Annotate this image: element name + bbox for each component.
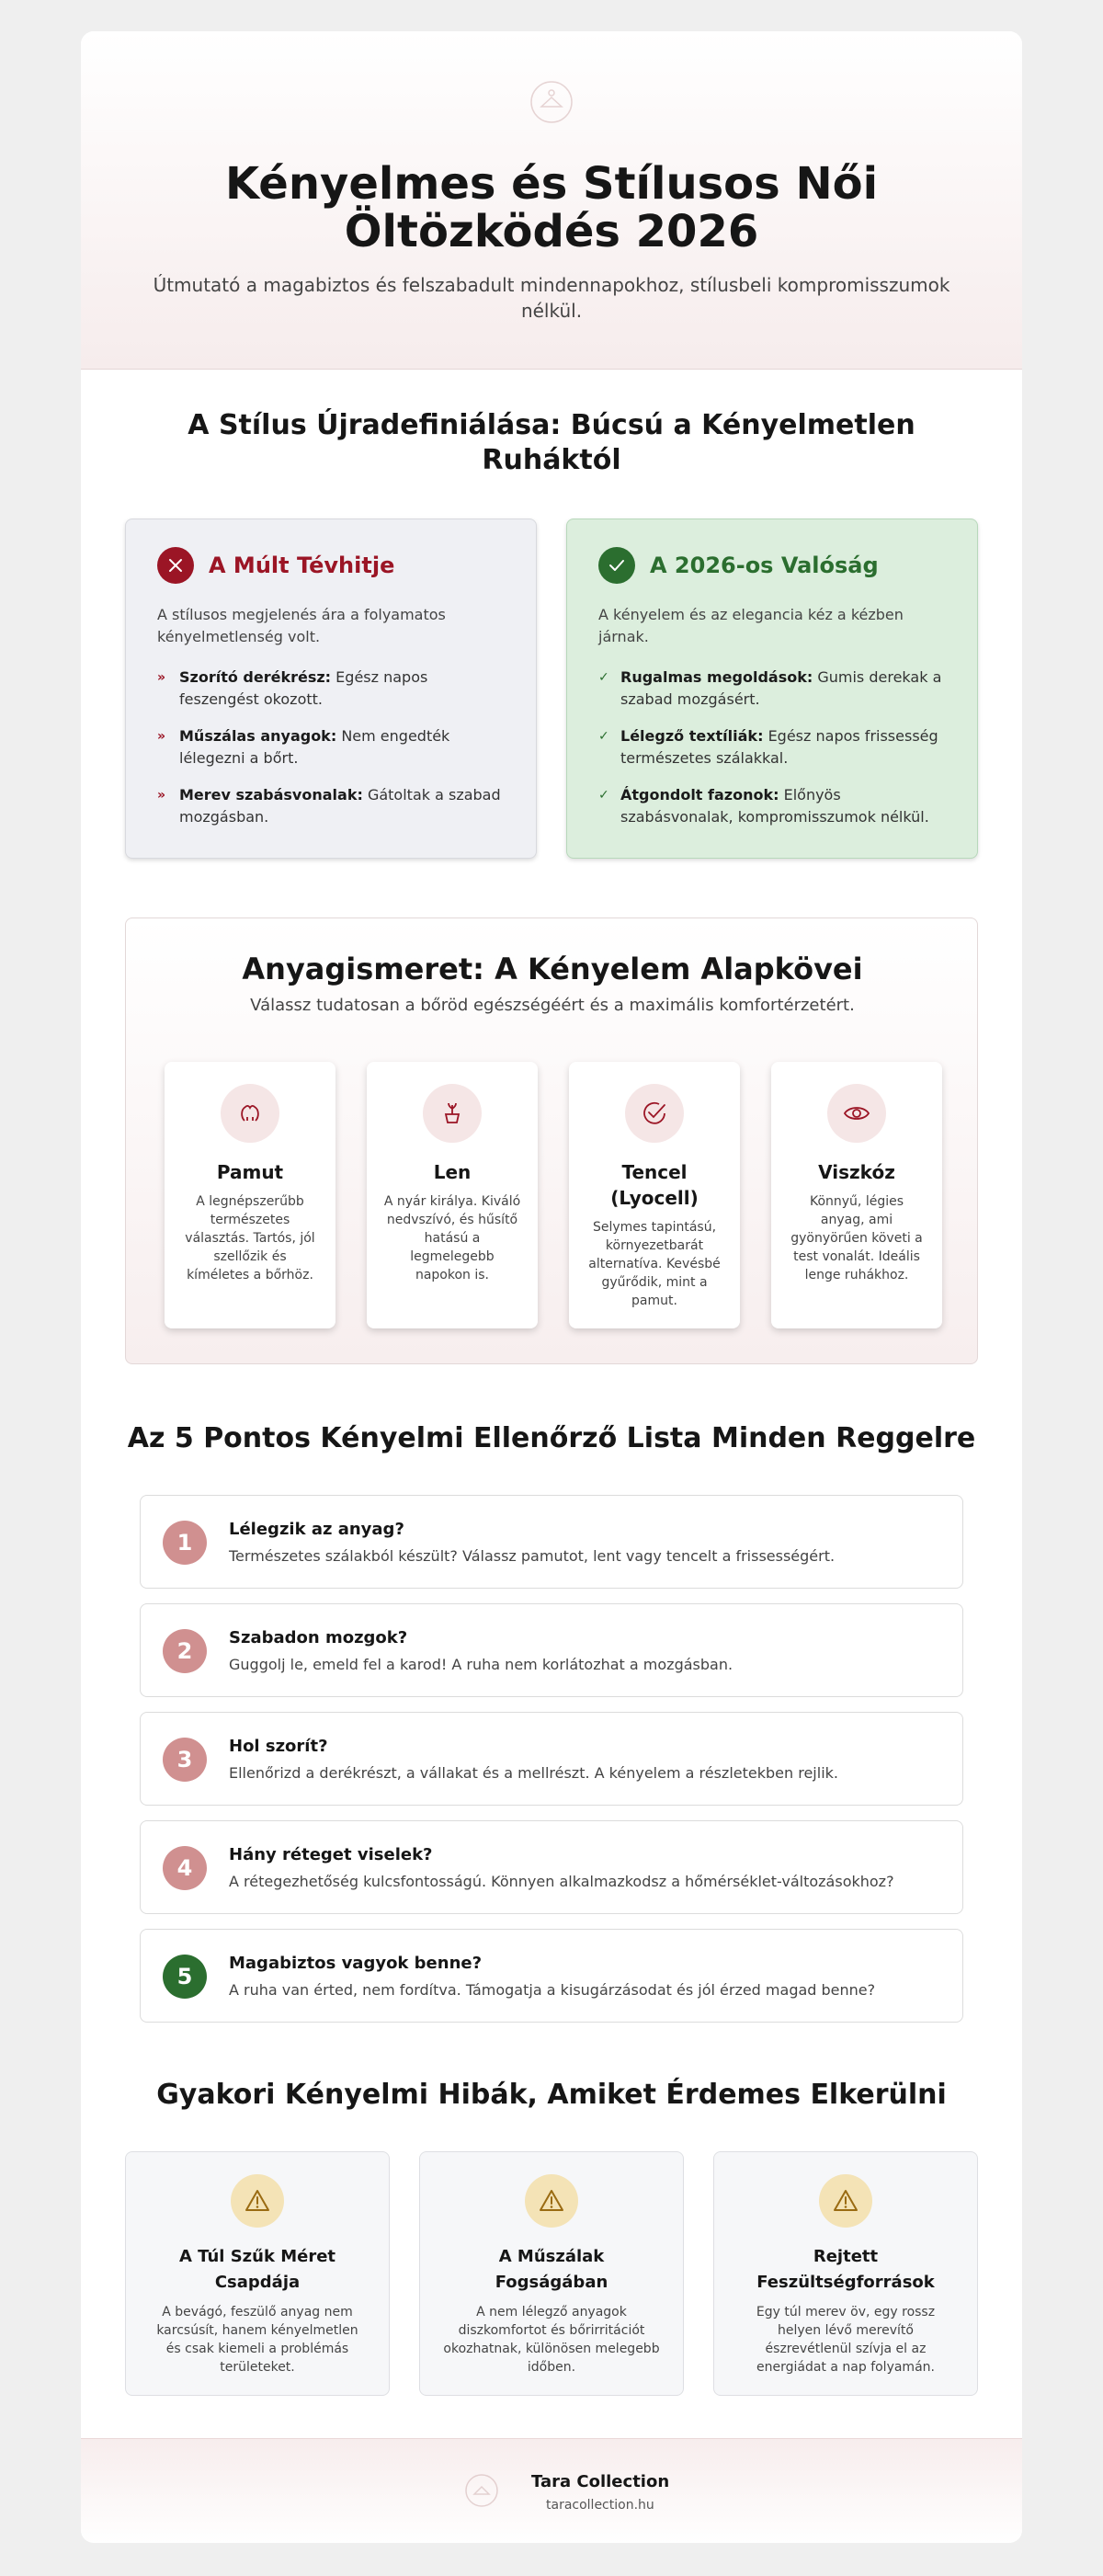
list-item: ✓ Lélegző textíliák: Egész napos frissesség természetes szálakkal. xyxy=(598,725,946,769)
step-desc: A rétegezhetőség kulcsfontosságú. Könnyen alkalmazkodsz a hőmérséklet-változásokhoz? xyxy=(229,1873,894,1890)
step-desc: A ruha van érted, nem fordítva. Támogatja a kisugárzásodat és jól érzed magad benne? xyxy=(229,1981,876,1999)
cotton-icon xyxy=(221,1084,279,1143)
footer-url-link[interactable]: taracollection.hu xyxy=(546,2498,654,2513)
past-myth-card xyxy=(125,519,537,859)
past-list xyxy=(157,667,505,828)
material-card-linen xyxy=(367,1062,538,1328)
step-title: Szabadon mozgok? xyxy=(229,1628,408,1647)
mistake-title: A Műszálak Fogságában xyxy=(495,2247,608,2292)
material-desc: Selymes tapintású, környezetbarát alternatíva. Kevésbé gyűrődik, mint a pamut. xyxy=(588,1220,721,1308)
material-desc: A nyár királya. Kiváló nedvszívó, és hűsítő hatású a legmelegebb napokon is. xyxy=(383,1194,521,1282)
material-name: Pamut xyxy=(216,1161,284,1183)
checklist-item xyxy=(140,1712,963,1806)
article-page xyxy=(81,31,1022,2543)
chevron-double-right-icon: » xyxy=(157,729,166,744)
step-title: Hol szorít? xyxy=(229,1737,328,1756)
checklist-item xyxy=(140,1495,963,1589)
list-item: ✓ Rugalmas megoldások: Gumis derekak a szabad mozgásért. xyxy=(598,667,946,711)
material-card-viscose xyxy=(771,1062,942,1328)
material-desc: A legnépszerűbb természetes választás. Tartós, jól szellőzik és kíméletes a bőrhöz. xyxy=(185,1194,315,1282)
redefine-title: A Stílus Újradefiniálása: Búcsú a Kényelmetlen Ruháktól xyxy=(188,409,915,476)
list-item: » Műszálas anyagok: Nem engedték lélegezni a bőrt. xyxy=(157,725,505,769)
material-card-tencel xyxy=(569,1062,740,1328)
step-number: 4 xyxy=(163,1846,207,1890)
brand-logo-icon xyxy=(463,2472,500,2509)
step-desc: Természetes szálakból készült? Válassz pamutot, lent vagy tencelt a frissességért. xyxy=(229,1547,836,1565)
materials-subtitle: Válassz tudatosan a bőröd egészségéért és a maximális komfortérzetért. xyxy=(250,996,855,1015)
eye-icon xyxy=(827,1084,886,1143)
step-title: Magabiztos vagyok benne? xyxy=(229,1954,483,1973)
chevron-double-right-icon: » xyxy=(157,670,166,685)
page-title: Kényelmes és Stílusos Női Öltözködés 2026 xyxy=(224,158,879,257)
chevron-double-right-icon: » xyxy=(157,788,166,803)
material-name: Viszkóz xyxy=(818,1161,895,1183)
now-title: A 2026-os Valóság xyxy=(650,553,879,578)
checklist-item xyxy=(140,1603,963,1697)
check-icon xyxy=(598,547,635,584)
hero-header xyxy=(81,31,1022,370)
step-number: 3 xyxy=(163,1738,207,1782)
step-number: 1 xyxy=(163,1521,207,1565)
checklist-item xyxy=(140,1929,963,2023)
material-name: Len xyxy=(433,1161,472,1183)
now-list xyxy=(598,667,946,828)
list-item: » Merev szabásvonalak: Gátoltak a szabad mozgásban. xyxy=(157,784,505,828)
mistakes-title: Gyakori Kényelmi Hibák, Amiket Érdemes Elkerülni xyxy=(156,2079,947,2111)
checklist-title: Az 5 Pontos Kényelmi Ellenőrző Lista Minden Reggelre xyxy=(127,1422,976,1454)
material-desc: Könnyű, légies anyag, ami gyönyörűen követi a test vonalát. Ideális lenge ruhákhoz. xyxy=(790,1194,923,1282)
checklist-item xyxy=(140,1820,963,1914)
now-intro: A kényelem és az elegancia kéz a kézben járnak. xyxy=(598,606,904,645)
step-desc: Guggolj le, emeld fel a karod! A ruha nem korlátozhat a mozgásban. xyxy=(229,1656,733,1673)
warning-icon xyxy=(231,2174,284,2228)
mistake-desc: A nem lélegző anyagok diszkomfortot és bőrirritációt okozhatnak, különösen melegebb időben. xyxy=(443,2305,660,2375)
mistake-title: A Túl Szűk Méret Csapdája xyxy=(178,2247,336,2292)
past-title: A Múlt Tévhitje xyxy=(209,553,395,578)
footer xyxy=(81,2438,1022,2543)
check-mark-icon: ✓ xyxy=(598,670,609,685)
warning-icon xyxy=(819,2174,872,2228)
material-name: Tencel (Lyocell) xyxy=(610,1161,699,1209)
list-item: » Szorító derékrész: Egész napos feszengést okozott. xyxy=(157,667,505,711)
hanger-flower-logo xyxy=(529,79,574,125)
mistake-card xyxy=(125,2151,390,2396)
mistake-title: Rejtett Feszültségforrások xyxy=(756,2247,935,2292)
mistake-card xyxy=(713,2151,978,2396)
step-desc: Ellenőrizd a derékrészt, a vállakat és a mellrészt. A kényelem a részletekben rejlik. xyxy=(229,1764,838,1782)
materials-title: Anyagismeret: A Kényelem Alapkövei xyxy=(242,952,863,986)
material-card-cotton xyxy=(165,1062,335,1328)
page-subtitle: Útmutató a magabiztos és felszabadult mindennapokhoz, stílusbeli kompromisszumok nélkül. xyxy=(153,274,950,322)
list-item: ✓ Átgondolt fazonok: Előnyös szabásvonalak, kompromisszumok nélkül. xyxy=(598,784,946,828)
warning-icon xyxy=(525,2174,578,2228)
reality-2026-card xyxy=(566,519,978,859)
step-number: 5 xyxy=(163,1955,207,1999)
check-mark-icon: ✓ xyxy=(598,729,609,744)
past-intro: A stílusos megjelenés ára a folyamatos kényelmetlenség volt. xyxy=(157,606,446,645)
materials-section xyxy=(125,918,978,1364)
x-icon xyxy=(157,547,194,584)
step-title: Lélegzik az anyag? xyxy=(229,1520,404,1539)
step-number: 2 xyxy=(163,1629,207,1673)
mistake-desc: Egy túl merev öv, egy rossz helyen lévő merevítő észrevétlenül szívja el az energiádat a nap folyamán. xyxy=(756,2305,936,2375)
check-mark-icon: ✓ xyxy=(598,788,609,803)
check-circle-icon xyxy=(625,1084,684,1143)
mistake-desc: A bevágó, feszülő anyag nem karcsúsít, hanem kényelmetlen és csak kiemeli a problémás területeket. xyxy=(156,2305,358,2375)
linen-plant-icon xyxy=(423,1084,482,1143)
footer-brand: Tara Collection xyxy=(531,2472,670,2491)
step-title: Hány réteget viselek? xyxy=(229,1845,433,1864)
mistake-card xyxy=(419,2151,684,2396)
